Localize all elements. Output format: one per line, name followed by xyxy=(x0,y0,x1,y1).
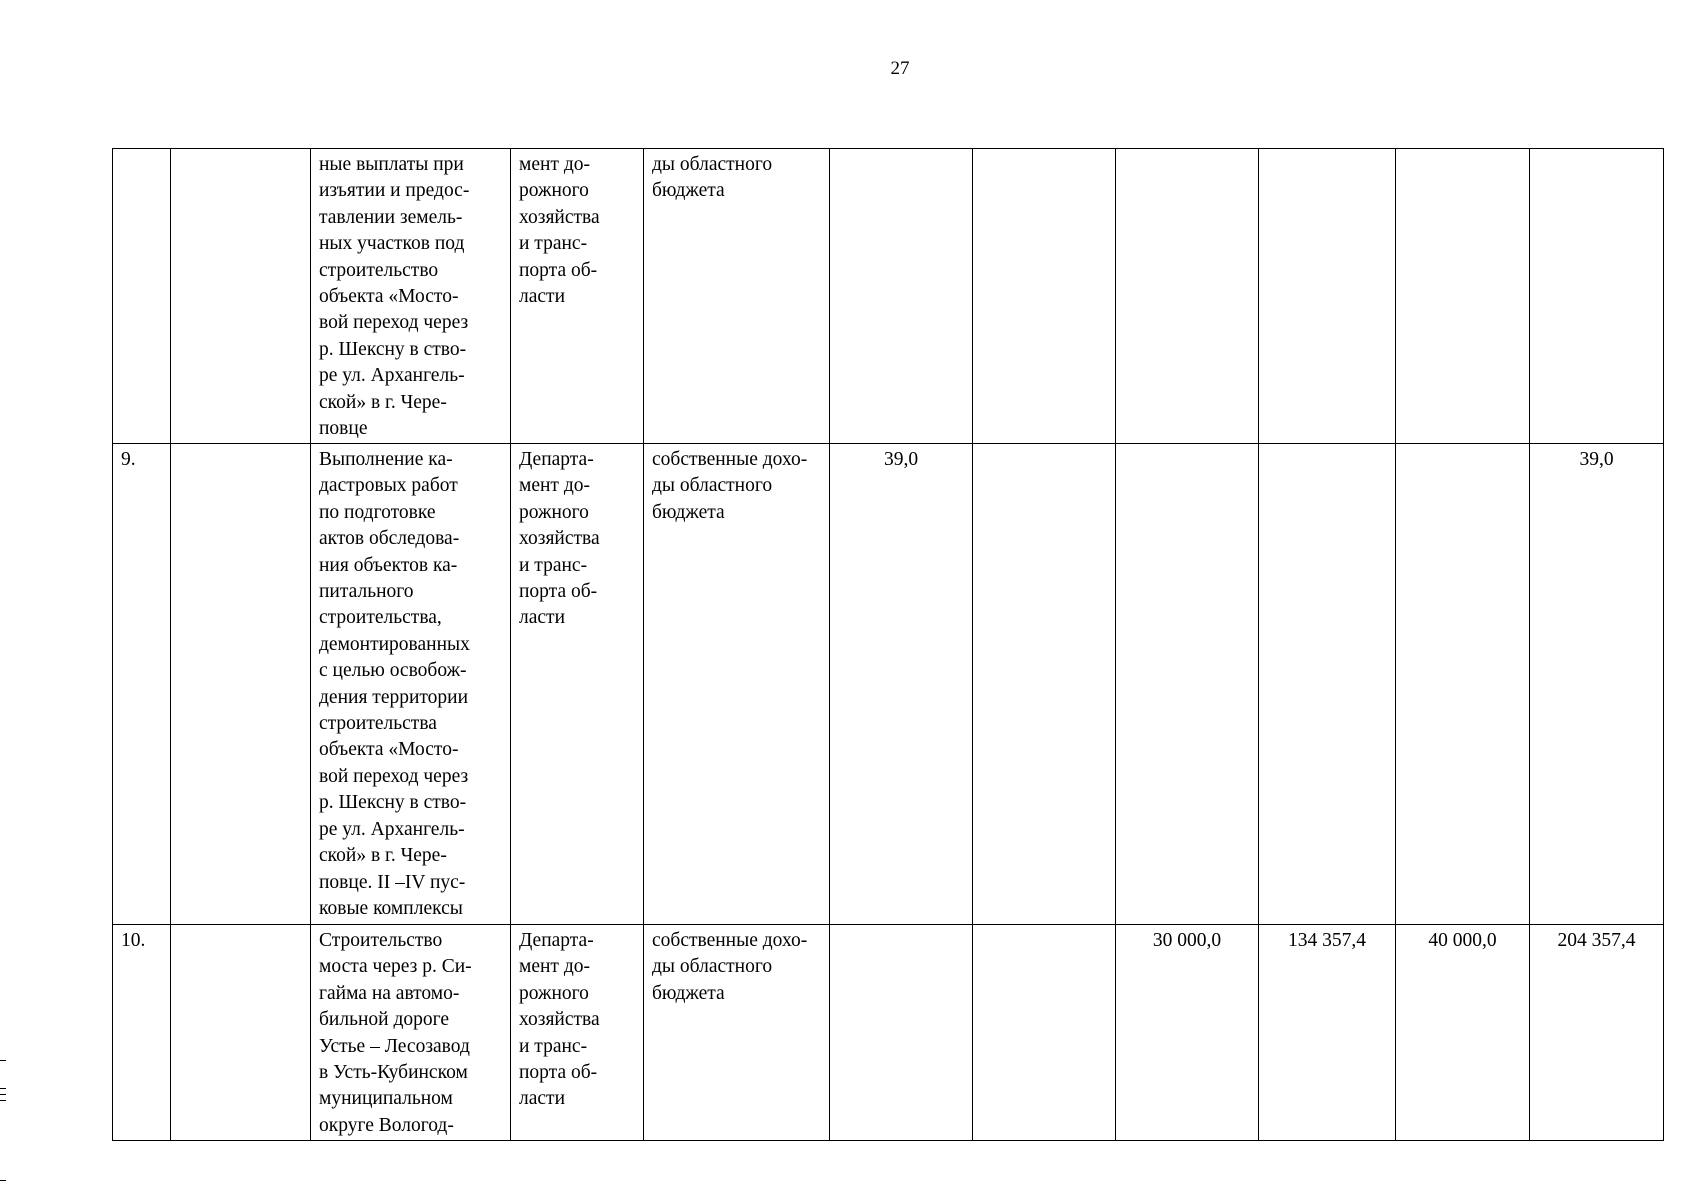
text-line: Департа- xyxy=(519,930,594,951)
text-line: р. Шексну в ство- xyxy=(319,792,467,814)
text-line: демонтированных xyxy=(319,633,470,655)
activity-name-text xyxy=(319,928,502,1139)
text-line: мент до- xyxy=(519,956,590,978)
text-line: в Усть-Кубинском xyxy=(319,1062,468,1084)
value-cell xyxy=(830,925,973,1141)
executor-cell xyxy=(511,444,644,925)
text-line: собственные дохо- xyxy=(652,930,808,951)
executor-text xyxy=(519,152,635,310)
text-line: по подготовке xyxy=(319,501,436,523)
executor-cell xyxy=(511,925,644,1141)
text-line: дения территории xyxy=(319,686,469,708)
text-line: актов обследова- xyxy=(319,528,460,550)
row-number-cell: 10. xyxy=(113,925,171,1141)
value-cell: 30 000,0 xyxy=(1116,925,1259,1141)
executor-text xyxy=(519,447,635,632)
text-line: хозяйства xyxy=(519,528,600,550)
value-cell xyxy=(830,149,973,444)
margin-mark xyxy=(0,1094,6,1095)
text-line: повце xyxy=(319,418,368,440)
program-table xyxy=(112,148,1664,1141)
table-row xyxy=(113,925,1664,1141)
funding-source-cell xyxy=(644,149,830,444)
text-line: Строительство xyxy=(319,930,443,951)
value-cell xyxy=(973,925,1116,1141)
text-line: бюджета xyxy=(652,982,725,1004)
value-cell: 39,0 xyxy=(830,444,973,925)
funding-source-cell xyxy=(644,925,830,1141)
text-line: рожного xyxy=(519,180,589,202)
column-2-cell xyxy=(171,149,311,444)
text-line: ре ул. Архангель- xyxy=(319,365,465,387)
text-line: мент до- xyxy=(519,475,590,497)
funding-source-text xyxy=(652,928,821,1007)
page-number: 27 xyxy=(890,58,910,79)
activity-name-text xyxy=(319,447,502,922)
text-line: рожного xyxy=(519,501,589,523)
text-line: дастровых работ xyxy=(319,475,458,497)
text-line: порта об- xyxy=(519,1062,598,1084)
text-line: ковые комплексы xyxy=(319,897,463,919)
text-line: порта об- xyxy=(519,259,598,281)
value-cell xyxy=(973,444,1116,925)
text-line: ласти xyxy=(519,1088,565,1110)
text-line: хозяйства xyxy=(519,1009,600,1031)
value-cell: 134 357,4 xyxy=(1259,925,1396,1141)
activity-name-cell xyxy=(311,925,511,1141)
text-line: изъятии и предос- xyxy=(319,180,470,202)
text-line: ской» в г. Чере- xyxy=(319,845,447,867)
value-cell xyxy=(1530,149,1664,444)
text-line: Департа- xyxy=(519,449,594,470)
column-2-cell xyxy=(171,444,311,925)
text-line: ды областного xyxy=(652,956,773,978)
text-line: ные выплаты при xyxy=(319,154,464,175)
text-line: ных участков под xyxy=(319,233,465,255)
value-cell xyxy=(973,149,1116,444)
text-line: с целью освобож- xyxy=(319,660,467,682)
text-line: строительство xyxy=(319,259,439,281)
column-2-cell xyxy=(171,925,311,1141)
text-line: вой переход через xyxy=(319,312,469,334)
activity-name-cell xyxy=(311,149,511,444)
text-line: повце. II –IV пус- xyxy=(319,871,466,893)
text-line: объекта «Мосто- xyxy=(319,739,459,761)
value-cell: 204 357,4 xyxy=(1530,925,1664,1141)
row-number-cell xyxy=(113,149,171,444)
text-line: и транс- xyxy=(519,1035,588,1057)
text-line: бюджета xyxy=(652,501,725,523)
row-number-cell: 9. xyxy=(113,444,171,925)
text-line: бюджета xyxy=(652,180,725,202)
text-line: Выполнение ка- xyxy=(319,449,453,470)
text-line: объекта «Мосто- xyxy=(319,286,459,308)
value-cell xyxy=(1116,444,1259,925)
text-line: ской» в г. Чере- xyxy=(319,391,447,413)
activity-name-text xyxy=(319,152,502,442)
text-line: рожного xyxy=(519,982,589,1004)
value-cell xyxy=(1259,149,1396,444)
text-line: ласти xyxy=(519,607,565,629)
text-line: порта об- xyxy=(519,581,598,603)
table-row xyxy=(113,444,1664,925)
funding-source-text xyxy=(652,152,821,205)
text-line: моста через р. Си- xyxy=(319,956,472,978)
text-line: хозяйства xyxy=(519,206,600,228)
value-cell xyxy=(1259,444,1396,925)
text-line: Устье – Лесозавод xyxy=(319,1035,470,1057)
text-line: собственные дохо- xyxy=(652,449,808,470)
text-line: муниципальном xyxy=(319,1088,453,1110)
table-row xyxy=(113,149,1664,444)
margin-mark xyxy=(0,1100,6,1101)
text-line: гайма на автомо- xyxy=(319,982,460,1004)
text-line: питального xyxy=(319,581,414,603)
text-line: р. Шексну в ство- xyxy=(319,338,467,360)
text-line: округе Вологод- xyxy=(319,1114,454,1136)
funding-source-cell xyxy=(644,444,830,925)
value-cell xyxy=(1396,149,1530,444)
activity-name-cell xyxy=(311,444,511,925)
text-line: ды областного xyxy=(652,154,773,175)
value-cell: 40 000,0 xyxy=(1396,925,1530,1141)
value-cell: 39,0 xyxy=(1530,444,1664,925)
executor-text xyxy=(519,928,635,1113)
funding-source-text xyxy=(652,447,821,526)
value-cell xyxy=(1396,444,1530,925)
text-line: тавлении земель- xyxy=(319,206,463,228)
text-line: ласти xyxy=(519,286,565,308)
text-line: строительства, xyxy=(319,607,442,629)
text-line: ния объектов ка- xyxy=(319,554,458,576)
text-line: ды областного xyxy=(652,475,773,497)
margin-mark xyxy=(0,1060,6,1061)
text-line: ре ул. Архангель- xyxy=(319,818,465,840)
value-cell xyxy=(1116,149,1259,444)
text-line: вой переход через xyxy=(319,765,469,787)
text-line: и транс- xyxy=(519,233,588,255)
text-line: мент до- xyxy=(519,154,590,175)
text-line: бильной дороге xyxy=(319,1009,450,1031)
text-line: строительства xyxy=(319,713,437,735)
margin-mark xyxy=(0,1088,6,1089)
text-line: и транс- xyxy=(519,554,588,576)
margin-mark xyxy=(0,1180,6,1181)
executor-cell xyxy=(511,149,644,444)
